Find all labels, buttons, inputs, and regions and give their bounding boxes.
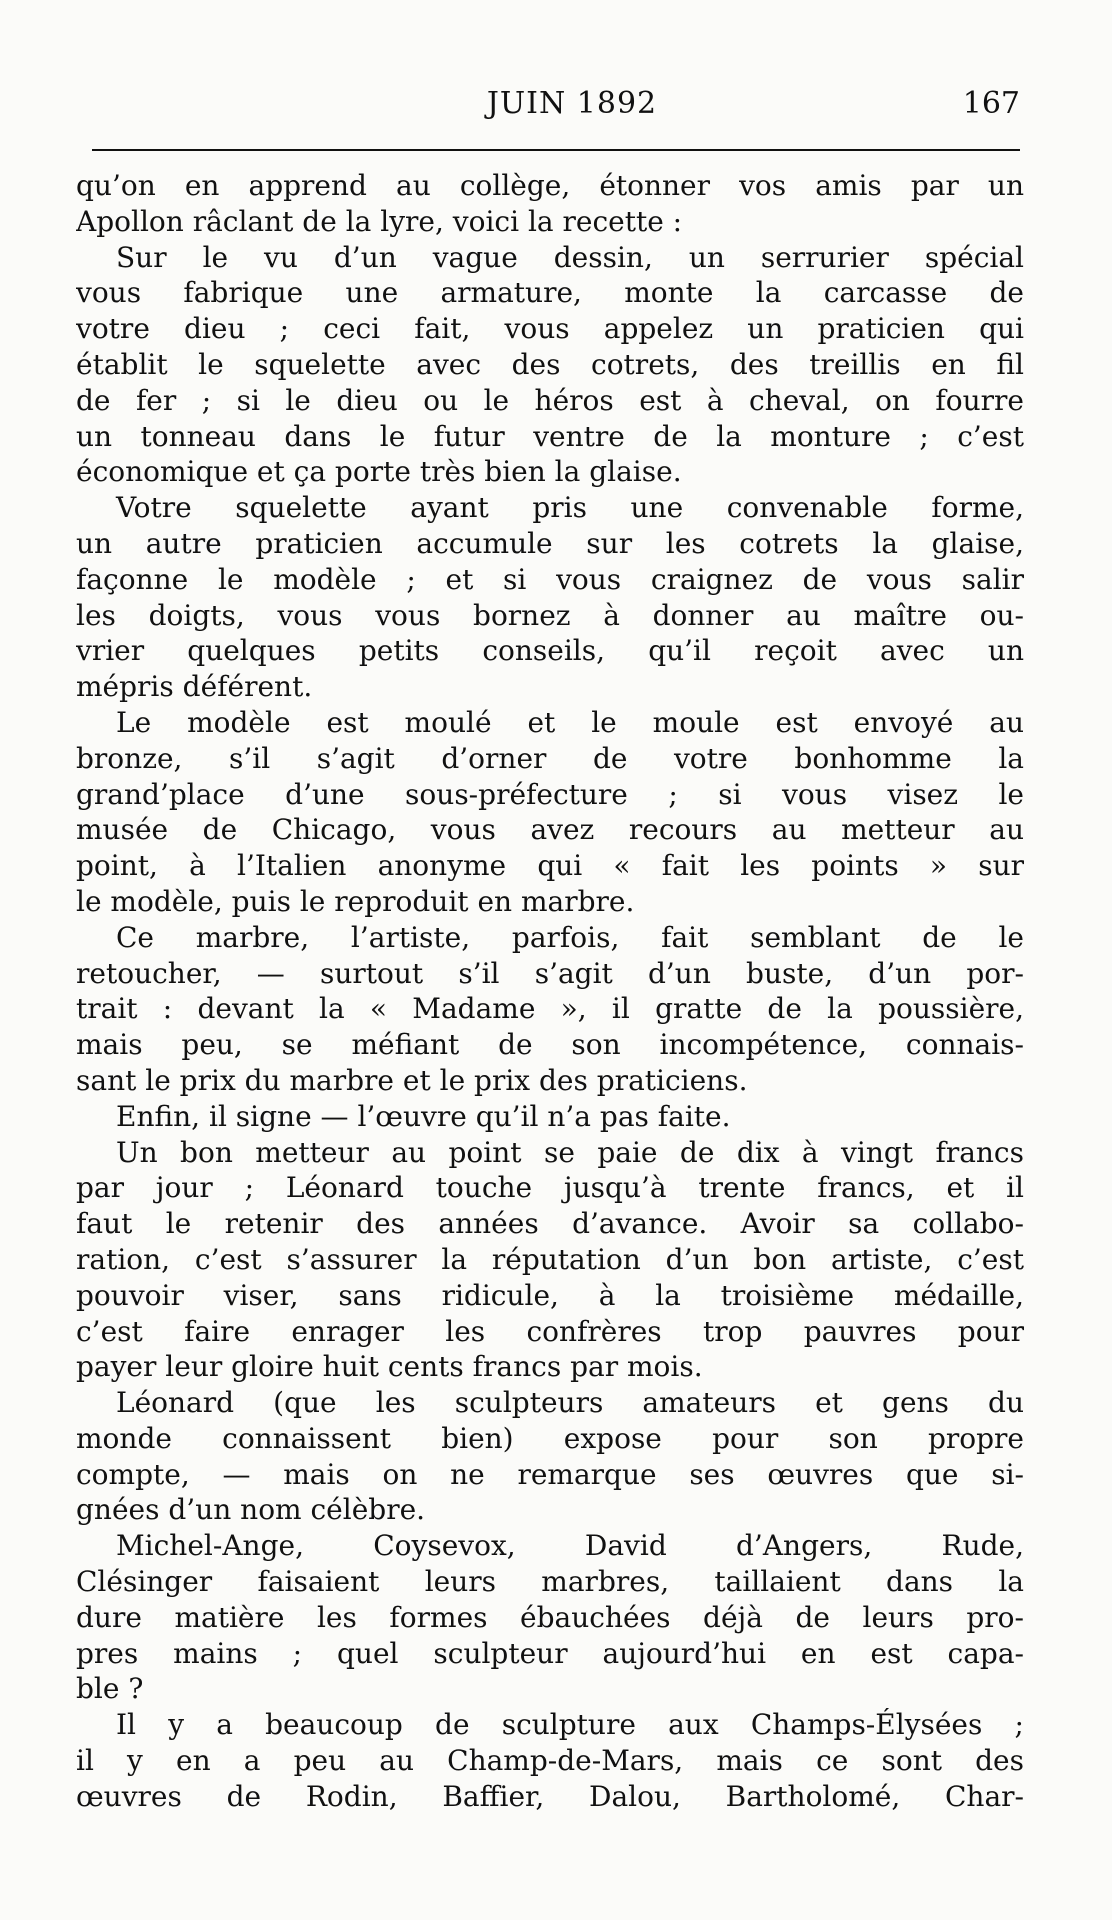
text-line: grand’place d’une sous-préfecture ; si vous visez le bbox=[76, 777, 1024, 811]
text-line: ration, c’est s’assurer la réputation d’un bon artiste, c’est bbox=[76, 1242, 1024, 1276]
text-line: votre dieu ; ceci fait, vous appelez un praticien qui bbox=[76, 312, 1024, 346]
text-line: Ce marbre, l’artiste, parfois, fait semblant de le bbox=[116, 920, 1024, 954]
text-line: point, à l’Italien anonyme qui « fait les points » sur bbox=[76, 849, 1024, 883]
text-line: œuvres de Rodin, Baffier, Dalou, Bartholomé, Char- bbox=[76, 1779, 1024, 1813]
text-line: mépris déférent. bbox=[76, 670, 313, 704]
text-line: faut le retenir des années d’avance. Avoir sa collabo- bbox=[76, 1207, 1024, 1241]
text-line: par jour ; Léonard touche jusqu’à trente francs, et il bbox=[76, 1171, 1024, 1205]
text-line: établit le squelette avec des cotrets, des treillis en fil bbox=[76, 347, 1024, 381]
text-line: vous fabrique une armature, monte la carcasse de bbox=[76, 276, 1024, 310]
text-line: vrier quelques petits conseils, qu’il reçoit avec un bbox=[76, 634, 1024, 668]
text-line: monde connaissent bien) expose pour son propre bbox=[76, 1421, 1024, 1455]
text-line: qu’on en apprend au collège, étonner vos amis par un bbox=[76, 169, 1024, 202]
header-rule bbox=[92, 149, 1020, 151]
text-line: Sur le vu d’un vague dessin, un serrurier spécial bbox=[116, 240, 1024, 274]
page-number: 167 bbox=[962, 86, 1020, 121]
text-line: trait : devant la « Madame », il gratte de la poussière, bbox=[76, 992, 1024, 1026]
text-line: Clésinger faisaient leurs marbres, taillaient dans la bbox=[76, 1565, 1024, 1599]
text-line: Il y a beaucoup de sculpture aux Champs-Élysées ; bbox=[116, 1708, 1024, 1742]
text-line: les doigts, vous vous bornez à donner au maître ou- bbox=[76, 598, 1024, 632]
text-line: de fer ; si le dieu ou le héros est à cheval, on fourre bbox=[76, 383, 1024, 417]
text-line: pres mains ; quel sculpteur aujourd’hui en est capa- bbox=[76, 1636, 1024, 1670]
page-header bbox=[92, 86, 1020, 126]
text-line: Votre squelette ayant pris une convenable forme, bbox=[116, 491, 1024, 525]
text-line: compte, — mais on ne remarque ses œuvres que si- bbox=[76, 1457, 1024, 1491]
text-line: il y en a peu au Champ-de-Mars, mais ce sont des bbox=[76, 1744, 1024, 1778]
text-line: c’est faire enrager les confrères trop pauvres pour bbox=[76, 1314, 1024, 1348]
text-line: économique et ça porte très bien la glaise. bbox=[76, 455, 682, 489]
text-line: gnées d’un nom célèbre. bbox=[76, 1493, 426, 1527]
text-line: mais peu, se méfiant de son incompétence, connais- bbox=[76, 1028, 1024, 1062]
text-line: pouvoir viser, sans ridicule, à la troisième médaille, bbox=[76, 1278, 1024, 1312]
running-head: JUIN 1892 bbox=[486, 86, 658, 121]
text-line: Enfin, il signe — l’œuvre qu’il n’a pas faite. bbox=[116, 1099, 731, 1133]
text-line: Léonard (que les sculpteurs amateurs et gens du bbox=[116, 1386, 1024, 1420]
text-line: Michel-Ange, Coysevox, David d’Angers, Rude, bbox=[116, 1529, 1024, 1563]
text-line: ble ? bbox=[76, 1672, 144, 1706]
text-line: un tonneau dans le futur ventre de la monture ; c’est bbox=[76, 419, 1024, 453]
text-line: retoucher, — surtout s’il s’agit d’un buste, d’un por- bbox=[76, 956, 1024, 990]
text-line: payer leur gloire huit cents francs par mois. bbox=[76, 1350, 703, 1384]
text-line: façonne le modèle ; et si vous craignez de vous salir bbox=[76, 562, 1024, 596]
body-text bbox=[76, 168, 1024, 1815]
text-line: Le modèle est moulé et le moule est envoyé au bbox=[116, 705, 1024, 739]
text-line: un autre praticien accumule sur les cotrets la glaise, bbox=[76, 526, 1024, 560]
text-line: le modèle, puis le reproduit en marbre. bbox=[76, 884, 635, 918]
text-line: dure matière les formes ébauchées déjà de leurs pro- bbox=[76, 1600, 1024, 1634]
text-line: sant le prix du marbre et le prix des praticiens. bbox=[76, 1063, 748, 1097]
text-line: Un bon metteur au point se paie de dix à vingt francs bbox=[116, 1135, 1024, 1169]
text-line: musée de Chicago, vous avez recours au metteur au bbox=[76, 813, 1024, 847]
text-line: bronze, s’il s’agit d’orner de votre bonhomme la bbox=[76, 741, 1024, 775]
text-line: Apollon râclant de la lyre, voici la recette : bbox=[76, 204, 683, 238]
